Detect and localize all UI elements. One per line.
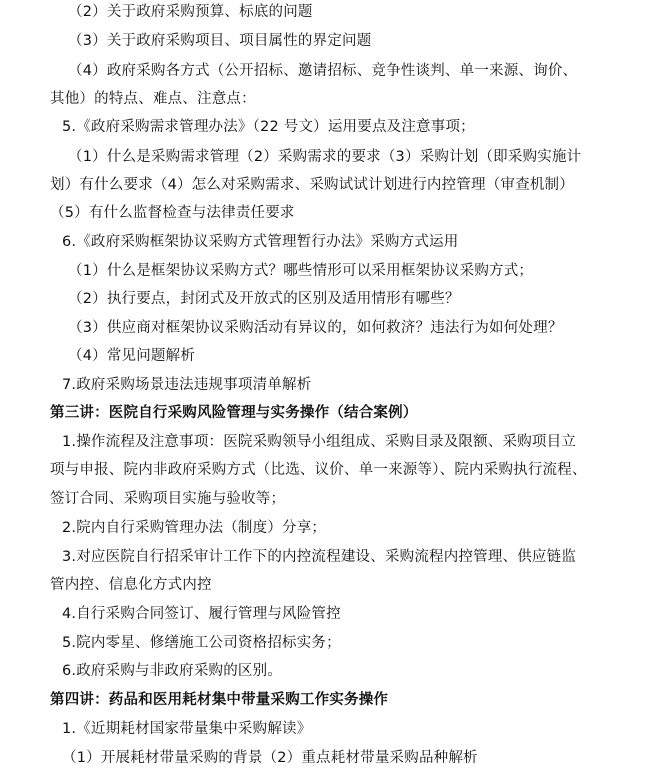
list-item-heading: 2.院内自行采购管理办法（制度）分享； xyxy=(62,520,327,536)
text-line: （3）关于政府采购项目、项目属性的界定问题 xyxy=(68,33,372,49)
text-line: （1）什么是框架协议采购方式？哪些情形可以采用框架协议采购方式； xyxy=(68,263,534,279)
text-line: 管内控、信息化方式内控 xyxy=(50,577,212,593)
text-line: （2）关于政府采购预算、标底的问题 xyxy=(68,4,313,20)
list-item-heading: 4.自行采购合同签订、履行管理与风险管控 xyxy=(62,606,341,622)
list-item-heading: 1.《近期耗材国家带量集中采购解读》 xyxy=(62,721,312,737)
list-item-heading: 6.政府采购与非政府采购的区别。 xyxy=(62,663,283,679)
text-line: （3）供应商对框架协议采购活动有异议的，如何救济？违法行为如何处理？ xyxy=(68,320,563,336)
list-item-heading: 6.《政府采购框架协议采购方式管理暂行办法》采购方式运用 xyxy=(62,234,459,250)
list-item-heading: 7.政府采购场景违法违规事项清单解析 xyxy=(62,377,312,393)
text-line: 其他）的特点、难点、注意点： xyxy=(50,91,256,107)
text-line: （4）政府采购各方式（公开招标、邀请招标、竞争性谈判、单一来源、询价、 xyxy=(68,63,578,79)
text-line: （1）开展耗材带量采购的背景（2）重点耗材带量采购品种解析 xyxy=(62,750,478,766)
section-heading-3: 第三讲：医院自行采购风险管理与实务操作（结合案例） xyxy=(50,405,418,421)
list-item-heading: 5.院内零星、修缮施工公司资格招标实务； xyxy=(62,635,341,651)
text-line: （1）什么是采购需求管理（2）采购需求的要求（3）采购计划（即采购实施计 xyxy=(68,149,582,165)
list-item-heading: 5.《政府采购需求管理办法》（22 号文）运用要点及注意事项； xyxy=(62,119,475,135)
text-line: 3.对应医院自行招采审计工作下的内控流程建设、采购流程内控管理、供应链监 xyxy=(62,549,577,565)
text-line: （4）常见问题解析 xyxy=(68,348,196,364)
text-line: 项与申报、院内非政府采购方式（比选、议价、单一来源等）、院内采购执行流程、 xyxy=(50,462,587,478)
text-line: 划）有什么要求（4）怎么对采购需求、采购试试计划进行内控管理（审查机制） xyxy=(50,177,574,193)
section-heading-4: 第四讲：药品和医用耗材集中带量采购工作实务操作 xyxy=(50,692,389,708)
text-line: 1.操作流程及注意事项：医院采购领导小组组成、采购目录及限额、采购项目立 xyxy=(62,434,577,450)
text-line: （5）有什么监督检查与法律责任要求 xyxy=(50,205,295,221)
text-line: 签订合同、采购项目实施与验收等； xyxy=(50,491,286,507)
text-line: （2）执行要点，封闭式及开放式的区别及适用情形有哪些？ xyxy=(68,291,460,307)
